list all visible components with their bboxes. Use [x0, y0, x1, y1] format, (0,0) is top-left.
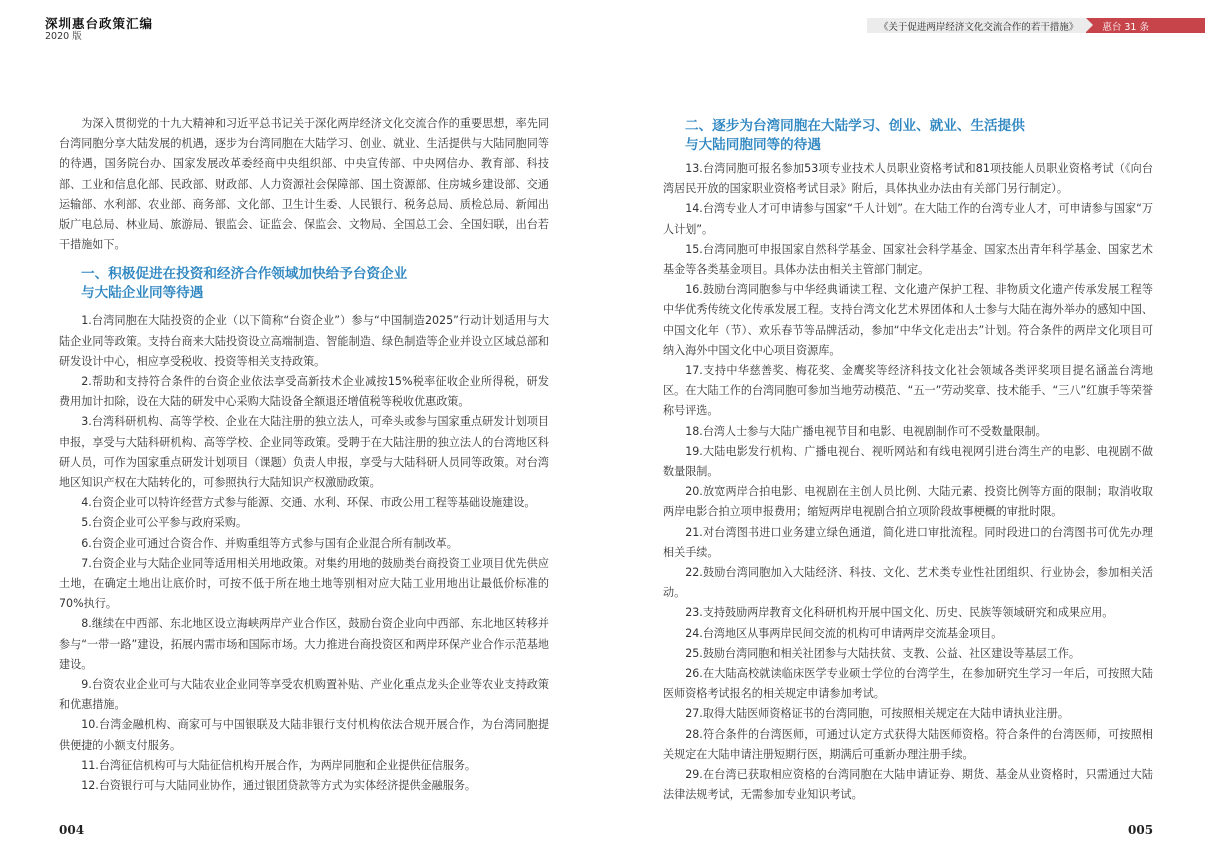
section-heading-2: 二、逐步为台湾同胞在大陆学习、创业、就业、生活提供 与大陆同胞同等的待遇	[685, 118, 1025, 153]
list-item: 21.对台湾图书进口业务建立绿色通道，简化进口审批流程。同时段进口的台湾图书可优先办理相关手续。	[663, 525, 1153, 559]
list-item: 24.台湾地区从事两岸民间交流的机构可申请两岸交流基金项目。	[685, 626, 1003, 640]
list-item: 27.取得大陆医师资格证书的台湾同胞，可按照相关规定在大陆申请执业注册。	[685, 707, 1069, 721]
list-item: 29.在台湾已获取相应资格的台湾同胞在大陆申请证券、期货、基金从业资格时，只需通过大陆法律法规考试，无需参加专业知识考试。	[663, 768, 1153, 802]
list-item: 10.台湾金融机构、商家可与中国银联及大陆非银行支付机构依法合规开展合作，为台湾同胞提供便捷的小额支付服务。	[59, 718, 549, 752]
publication-year: 2020 版	[45, 31, 82, 42]
list-item: 7.台资企业与大陆企业同等适用相关用地政策。对集约用地的鼓励类台商投资工业项目优先供应土地，在确定土地出让底价时，可按不低于所在地土地等别相对应大陆工业用地出让最低价标准的70%执行。	[59, 556, 549, 611]
list-item: 15.台湾同胞可申报国家自然科学基金、国家社会科学基金、国家杰出青年科学基金、国家艺术基金等各类基金项目。具体办法由相关主管部门制定。	[663, 242, 1153, 277]
list-item: 25.鼓励台湾同胞和相关社团参与大陆扶贫、支教、公益、社区建设等基层工作。	[685, 646, 1081, 660]
list-item: 11.台湾征信机构可与大陆征信机构开展合作，为两岸同胞和企业提供征信服务。	[81, 758, 477, 772]
list-item: 20.放宽两岸合拍电影、电视剧在主创人员比例、大陆元素、投资比例等方面的限制；取消收取两岸电影合拍立项申报费用；缩短两岸电视剧合拍立项阶段故事梗概的审批时限。	[663, 485, 1153, 519]
list-item: 1.台湾同胞在大陆投资的企业（以下简称“台资企业”）参与“中国制造2025”行动计划适用与大陆企业同等政策。支持台商来大陆投资设立高端制造、智能制造、绿色制造等企业并设立区域总部和研发设计中心，相应享受税收、投资等相关支持政策。	[59, 314, 549, 368]
page-number-left: 004	[59, 823, 85, 837]
list-item: 4.台资企业可以特许经营方式参与能源、交通、水利、环保、市政公用工程等基础设施建设。	[81, 496, 536, 510]
section-heading-1: 一、积极促进在投资和经济合作领域加快给予台资企业 与大陆企业同等待遇	[81, 266, 408, 302]
list-item: 17.支持中华慈善奖、梅花奖、金鹰奖等经济科技文化社会领域各类评奖项目提名涵盖台湾地区。在大陆工作的台湾同胞可参加当地劳动模范、“五一”劳动奖章、技术能手、“三八”红旗手等荣誉称号评选。	[663, 364, 1153, 418]
right-page-column	[663, 117, 1153, 806]
document-subtitle-tab: 惠台 31 条	[1086, 18, 1205, 33]
list-item: 19.大陆电影发行机构、广播电视台、视听网站和有线电视网引进台湾生产的电影、电视剧不做数量限制。	[663, 444, 1153, 479]
running-header	[867, 18, 1205, 33]
list-item: 6.台资企业可通过合资合作、并购重组等方式参与国有企业混合所有制改革。	[81, 536, 458, 550]
publication-title: 深圳惠台政策汇编	[45, 16, 154, 31]
list-item: 22.鼓励台湾同胞加入大陆经济、科技、文化、艺术类专业性社团组织、行业协会，参加相关活动。	[663, 566, 1153, 600]
publication-header	[45, 16, 153, 43]
list-item: 9.台资农业企业可与大陆农业企业同等享受农机购置补贴、产业化重点龙头企业等农业支持政策和优惠措施。	[59, 678, 549, 712]
list-item: 13.台湾同胞可报名参加53项专业技术人员职业资格考试和81项技能人员职业资格考试（《向台湾居民开放的国家职业资格考试目录》附后，具体执业办法由有关部门另行制定）。	[663, 162, 1153, 196]
left-page-column	[59, 114, 549, 796]
list-item: 14.台湾专业人才可申请参与国家“千人计划”。在大陆工作的台湾专业人才，可申请参与国家“万人计划”。	[663, 202, 1153, 236]
intro-paragraph: 为深入贯彻党的十九大精神和习近平总书记关于深化两岸经济文化交流合作的重要思想，率先同台湾同胞分享大陆发展的机遇，逐步为台湾同胞在大陆学习、创业、就业、生活提供与大陆同胞同等的待遇，国务院台办、国家发展改革委经商中央组织部、中央宣传部、中央网信办、教育部、科技部、工业和信息化部、民政部、财政部、人力资源社会保障部、国土资源部、住房城乡建设部、交通运输部、水利部、农业部、商务部、文化部、卫生计生委、人民银行、税务总局、质检总局、新闻出版广电总局、林业局、旅游局、银监会、证监会、保监会、文物局、全国总工会、全国妇联，出台若干措施如下。	[59, 117, 549, 252]
list-item: 5.台资企业可公平参与政府采购。	[81, 516, 248, 530]
list-item: 8.继续在中西部、东北地区设立海峡两岸产业合作区，鼓励台资企业向中西部、东北地区转移并参与“一带一路”建设，拓展内需市场和国际市场。大力推进台商投资区和两岸环保产业合作示范基地建设。	[59, 617, 549, 671]
list-item: 23.支持鼓励两岸教育文化科研机构开展中国文化、历史、民族等领域研究和成果应用。	[685, 606, 1114, 620]
list-item: 18.台湾人士参与大陆广播电视节目和电影、电视剧制作可不受数量限制。	[685, 424, 1047, 438]
list-item: 16.鼓励台湾同胞参与中华经典诵读工程、文化遗产保护工程、非物质文化遗产传承发展工程等中华优秀传统文化传承发展工程。支持台湾文化艺术界团体和人士参与大陆在海外举办的感知中国、中国文化年（节）、欢乐春节等品牌活动，参加“中华文化走出去”计划。符合条件的两岸文化项目可纳入海外中国文化中心项目资源库。	[663, 283, 1153, 357]
list-item: 26.在大陆高校就读临床医学专业硕士学位的台湾学生，在参加研究生学习一年后，可按照大陆医师资格考试报名的相关规定申请参加考试。	[663, 667, 1153, 701]
document-title-tab: 《关于促进两岸经济文化交流合作的若干措施》	[867, 18, 1087, 33]
list-item: 28.符合条件的台湾医师，可通过认定方式获得大陆医师资格。符合条件的台湾医师，可按照相关规定在大陆申请注册短期行医，期满后可重新办理注册手续。	[663, 727, 1153, 761]
list-item: 3.台湾科研机构、高等学校、企业在大陆注册的独立法人，可牵头或参与国家重点研发计划项目申报，享受与大陆科研机构、高等学校、企业同等政策。受聘于在大陆注册的独立法人的台湾地区科研人员，可作为国家重点研发计划项目（课题）负责人申报，享受与大陆科研人员同等政策。对台湾地区知识产权在大陆转化的，可参照执行大陆知识产权激励政策。	[59, 415, 549, 490]
page-number-right: 005	[1128, 823, 1154, 837]
list-item: 12.台资银行可与大陆同业协作，通过银团贷款等方式为实体经济提供金融服务。	[81, 779, 477, 793]
list-item: 2.帮助和支持符合条件的台资企业依法享受高新技术企业减按15%税率征收企业所得税，研发费用加计扣除，设在大陆的研发中心采购大陆设备全额退还增值税等税收优惠政策。	[59, 375, 549, 409]
